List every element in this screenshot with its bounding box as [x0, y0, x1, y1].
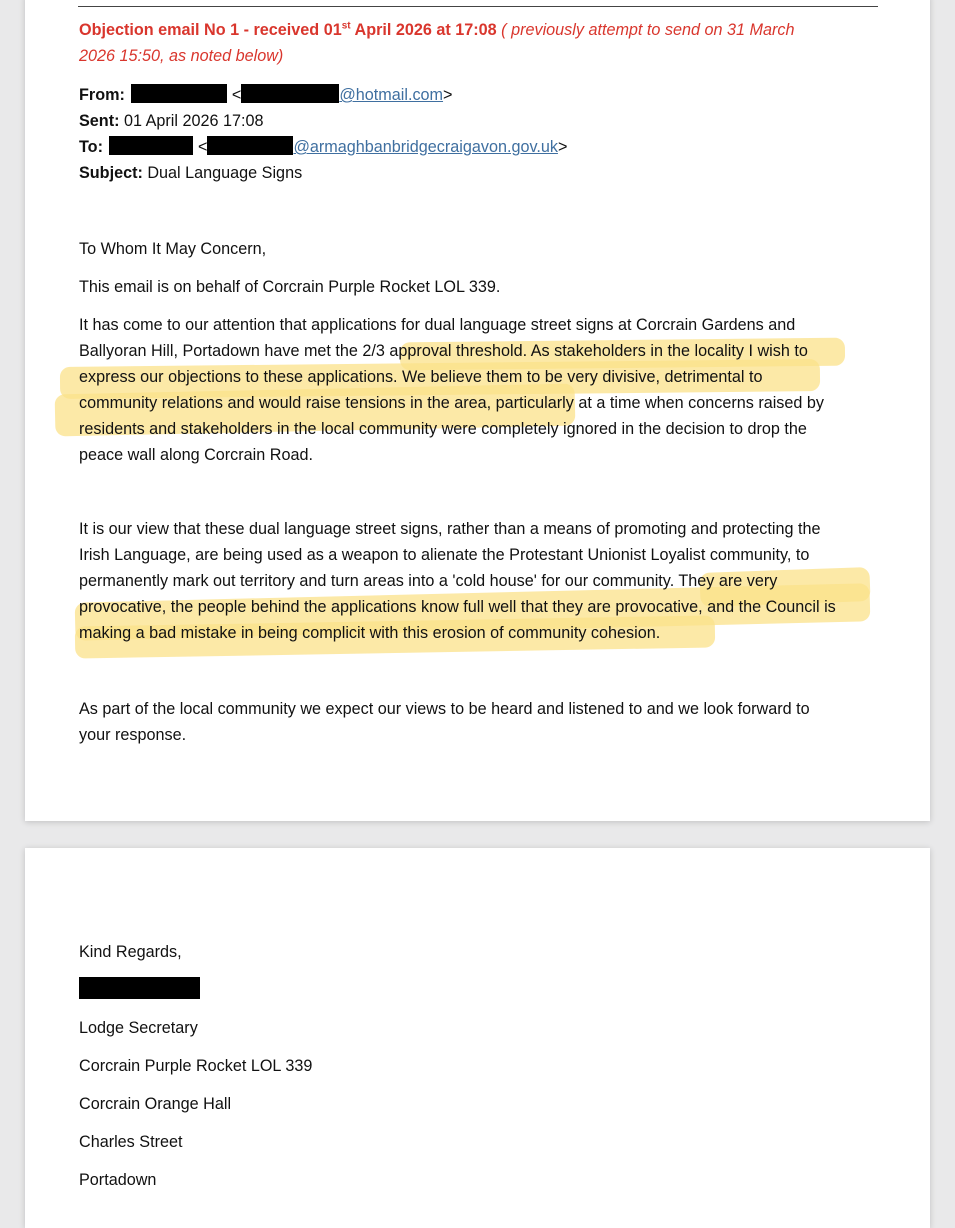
paragraph-3-line: making a bad mistake in being complicit with this erosion of community cohesion. [79, 624, 661, 642]
paragraph-2-line: community relations and would raise tensions in the area, particularly at a time when concerns raised by [79, 394, 824, 412]
address-line-town: Portadown [79, 1171, 157, 1189]
from-label: From: [79, 86, 125, 104]
paragraph-1: This email is on behalf of Corcrain Purple Rocket LOL 339. [79, 278, 501, 296]
paragraph-2-line: express our objections to these applications. We believe them to be very divisive, detrimental to [79, 368, 763, 386]
paragraph-2-line: peace wall along Corcrain Road. [79, 446, 313, 464]
document-page-1 [25, 0, 930, 821]
signatory-role: Lodge Secretary [79, 1019, 198, 1037]
objection-title-tail: April 2026 at 17:08 [350, 21, 497, 39]
paragraph-3-line: provocative, the people behind the applications know full well that they are provocative, and the Council is [79, 598, 836, 616]
top-rule [78, 6, 878, 7]
paragraph-3-line: permanently mark out territory and turn areas into a 'cold house' for our community. They are very [79, 572, 778, 590]
to-gt: > [557, 138, 568, 156]
objection-note-line1: ( previously attempt to send on 31 March [496, 21, 795, 39]
objection-title: Objection email No 1 - received 01 [79, 21, 342, 39]
paragraph-4-line: As part of the local community we expect our views to be heard and listened to and we look forward to [79, 700, 810, 718]
paragraph-3-line: Irish Language, are being used as a weapon to alienate the Protestant Unionist Loyalist community, to [79, 546, 810, 564]
address-line-lodge: Corcrain Purple Rocket LOL 339 [79, 1057, 313, 1075]
address-line-street: Charles Street [79, 1133, 183, 1151]
from-gt: > [443, 86, 453, 104]
sent-row [79, 108, 263, 134]
redacted-signature-name [79, 977, 200, 999]
subject-label: Subject: [79, 164, 143, 182]
document-page-2 [25, 848, 930, 1228]
objection-header [79, 17, 795, 43]
paragraph-3 [79, 516, 899, 646]
to-row [79, 134, 567, 160]
date-ordinal: st [341, 20, 351, 32]
to-email-domain-link[interactable]: @armaghbanbridgecraigavon.gov.uk [293, 138, 558, 156]
paragraph-2-line: Ballyoran Hill, Portadown have met the 2/3 approval threshold. As stakeholders in the locality I wish to [79, 342, 808, 360]
kind-regards: Kind Regards, [79, 943, 182, 961]
redacted-sender-name [131, 84, 227, 103]
to-label: To: [79, 138, 103, 156]
redacted-recipient-email [207, 136, 293, 155]
sent-value: 01 April 2026 17:08 [123, 112, 264, 130]
paragraph-2 [79, 312, 899, 468]
objection-note-line2: 2026 15:50, as noted below) [79, 47, 284, 65]
paragraph-2-line: residents and stakeholders in the local community were completely ignored in the decision to drop the [79, 420, 807, 438]
from-email-domain-link[interactable]: @hotmail.com [339, 86, 444, 104]
paragraph-4-line: your response. [79, 726, 187, 744]
from-row [79, 82, 453, 108]
subject-row [79, 160, 302, 186]
paragraph-2-line: It has come to our attention that applications for dual language street signs at Corcrain Gardens and [79, 316, 796, 334]
from-lt: < [231, 86, 242, 104]
address-line-hall: Corcrain Orange Hall [79, 1095, 232, 1113]
paragraph-4 [79, 696, 899, 748]
greeting: To Whom It May Concern, [79, 240, 267, 258]
sent-label: Sent: [79, 112, 120, 130]
to-lt: < [197, 138, 208, 156]
redacted-recipient-name [109, 136, 193, 155]
redacted-sender-email [241, 84, 339, 103]
subject-value: Dual Language Signs [147, 164, 303, 182]
paragraph-3-line: It is our view that these dual language street signs, rather than a means of promoting and protecting the [79, 520, 821, 538]
